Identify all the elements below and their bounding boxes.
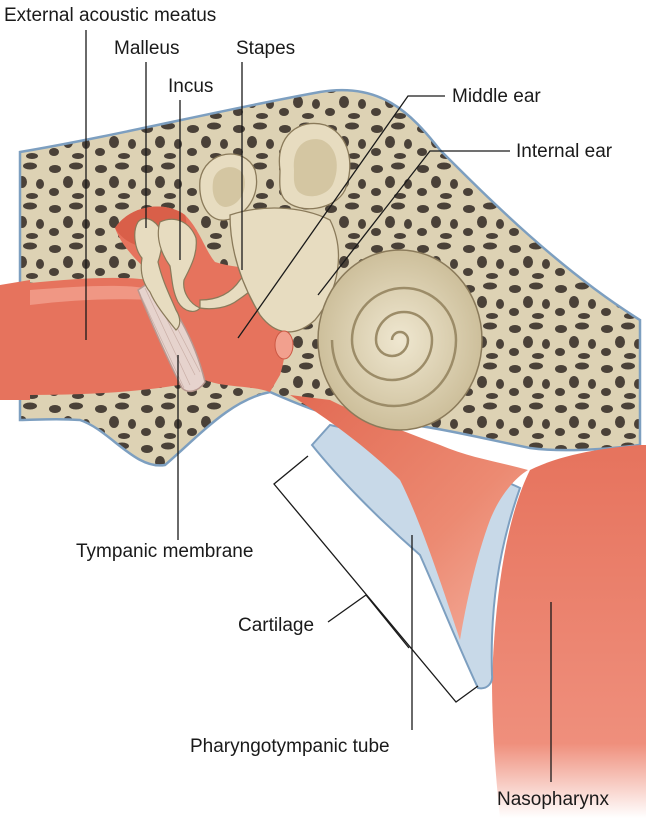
label-pharyngotympanic-tube: Pharyngotympanic tube xyxy=(190,736,390,757)
label-external-acoustic-meatus: External acoustic meatus xyxy=(4,5,217,26)
label-internal-ear: Internal ear xyxy=(516,141,613,162)
label-cartilage: Cartilage xyxy=(238,615,315,636)
label-tympanic-membrane: Tympanic membrane xyxy=(76,541,254,562)
oval-window xyxy=(275,331,293,359)
semicircular-canal-posterior-lumen xyxy=(294,139,337,196)
label-middle-ear: Middle ear xyxy=(452,86,541,107)
label-stapes: Stapes xyxy=(236,38,296,59)
label-incus: Incus xyxy=(168,76,214,97)
label-malleus: Malleus xyxy=(114,38,180,59)
label-nasopharynx: Nasopharynx xyxy=(497,789,609,810)
cochlea xyxy=(318,250,482,430)
auricle-tissue xyxy=(0,280,30,400)
